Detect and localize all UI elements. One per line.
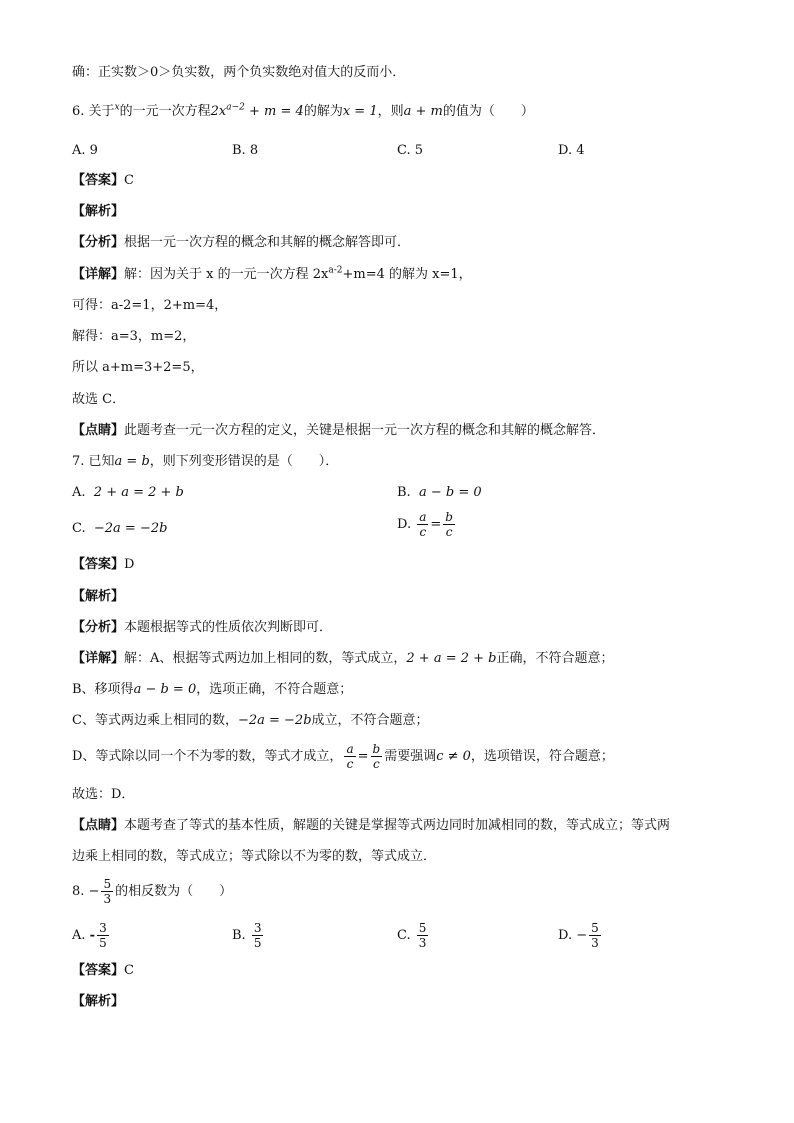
fraction-3-over-5: $\frac{3}{5}$ (99, 921, 107, 950)
intro-text: 确：正实数＞0＞负实数，两个负实数绝对值大的反而小． (72, 65, 406, 80)
q6-stem: 6. 关于$^x$的一元一次方程$2x^{a-2} + m = 4$的解为x = 1，则a + m的值为（ ） (72, 102, 534, 119)
q6-detail: 【详解】解：因为关于 x 的一元一次方程 $2x^{a-2}+m=4$ 的解为 x=1， (72, 265, 472, 282)
q7-conclusion: 故选：D． (72, 787, 135, 802)
q7-option-d: D. $\frac{a}{c}$ = $\frac{b}{c}$ (397, 510, 453, 539)
q6-answer: 【答案】C (72, 173, 134, 188)
q8-option-a: A. - $\frac{3}{5}$ (72, 921, 107, 950)
q8-stem: 8. − $\frac{5}{3}$ 的相反数为（ ） (72, 877, 233, 906)
q6-fenxi: 【分析】根据一元一次方程的概念和其解的概念解答即可． (72, 235, 411, 250)
q6-option-d: D. 4 (558, 143, 585, 158)
q7-option-c: C. −2a = −2b (72, 521, 168, 536)
fraction-a-over-c: $\frac{a}{c}$ (419, 510, 427, 539)
q8-answer: 【答案】C (72, 963, 134, 978)
q7-answer: 【答案】D (72, 557, 135, 572)
q8-option-c: C. $\frac{5}{3}$ (397, 921, 427, 950)
q8-option-b: B. $\frac{3}{5}$ (232, 921, 262, 950)
q6-option-b: B. 8 (232, 143, 259, 158)
q6-option-c: C. 5 (397, 143, 424, 158)
q6-step-1: 可得：a-2=1，2+m=4， (72, 298, 228, 313)
q7-detail: 【详解】解：A、根据等式两边加上相同的数，等式成立，2 + a = 2 + b正确，不符合题意； (72, 651, 614, 666)
q7-dianjing-line-2: 边乘上相同的数，等式成立；等式除以不为零的数，等式成立． (72, 849, 437, 864)
fraction-b-over-c: $\frac{b}{c}$ (372, 742, 381, 771)
q7-analysis-heading: 【解析】 (72, 589, 125, 604)
q7-line-b: B、移项得a − b = 0，选项正确，不符合题意； (72, 682, 353, 697)
q7-option-b: B. a − b = 0 (397, 485, 482, 500)
fraction-5-over-3: $\frac{5}{3}$ (591, 921, 599, 950)
fraction-3-over-5: $\frac{3}{5}$ (253, 921, 262, 950)
fraction-b-over-c: $\frac{b}{c}$ (445, 510, 453, 539)
q7-stem: 7. 已知a = b，则下列变形错误的是（ ）． (72, 454, 339, 469)
fraction-5-over-3: $\frac{5}{3}$ (418, 921, 427, 950)
q7-dianjing-line-1: 【点睛】本题考查了等式的基本性质，解题的关键是掌握等式两边同时加减相同的数，等式成立；等式两 (72, 818, 671, 833)
q7-line-d: D、等式除以同一个不为零的数，等式才成立， $\frac{a}{c}$ = $\frac{b}{c}$ 需要强调c ≠ 0，选项错误，符合题意； (72, 742, 614, 771)
q8-analysis-heading: 【解析】 (72, 994, 125, 1009)
q6-step-2: 解得：a=3，m=2， (72, 329, 196, 344)
q8-option-d: D. − $\frac{5}{3}$ (558, 921, 599, 950)
q7-line-c: C、等式两边乘上相同的数，−2a = −2b成立，不符合题意； (72, 713, 429, 728)
q6-analysis-heading: 【解析】 (72, 204, 125, 219)
fraction-a-over-c: $\frac{a}{c}$ (346, 742, 354, 771)
fraction-5-over-3: $\frac{5}{3}$ (103, 877, 112, 906)
q7-option-a: A. 2 + a = 2 + b (72, 485, 184, 500)
q6-step-3: 所以 a+m=3+2=5， (72, 360, 204, 375)
q6-option-a: A. 9 (72, 143, 98, 158)
q7-fenxi: 【分析】本题根据等式的性质依次判断即可． (72, 620, 333, 635)
q6-dianjing: 【点睛】此题考查一元一次方程的定义，关键是根据一元一次方程的概念和其解的概念解答． (72, 423, 606, 438)
q6-step-4: 故选 C． (72, 392, 126, 407)
